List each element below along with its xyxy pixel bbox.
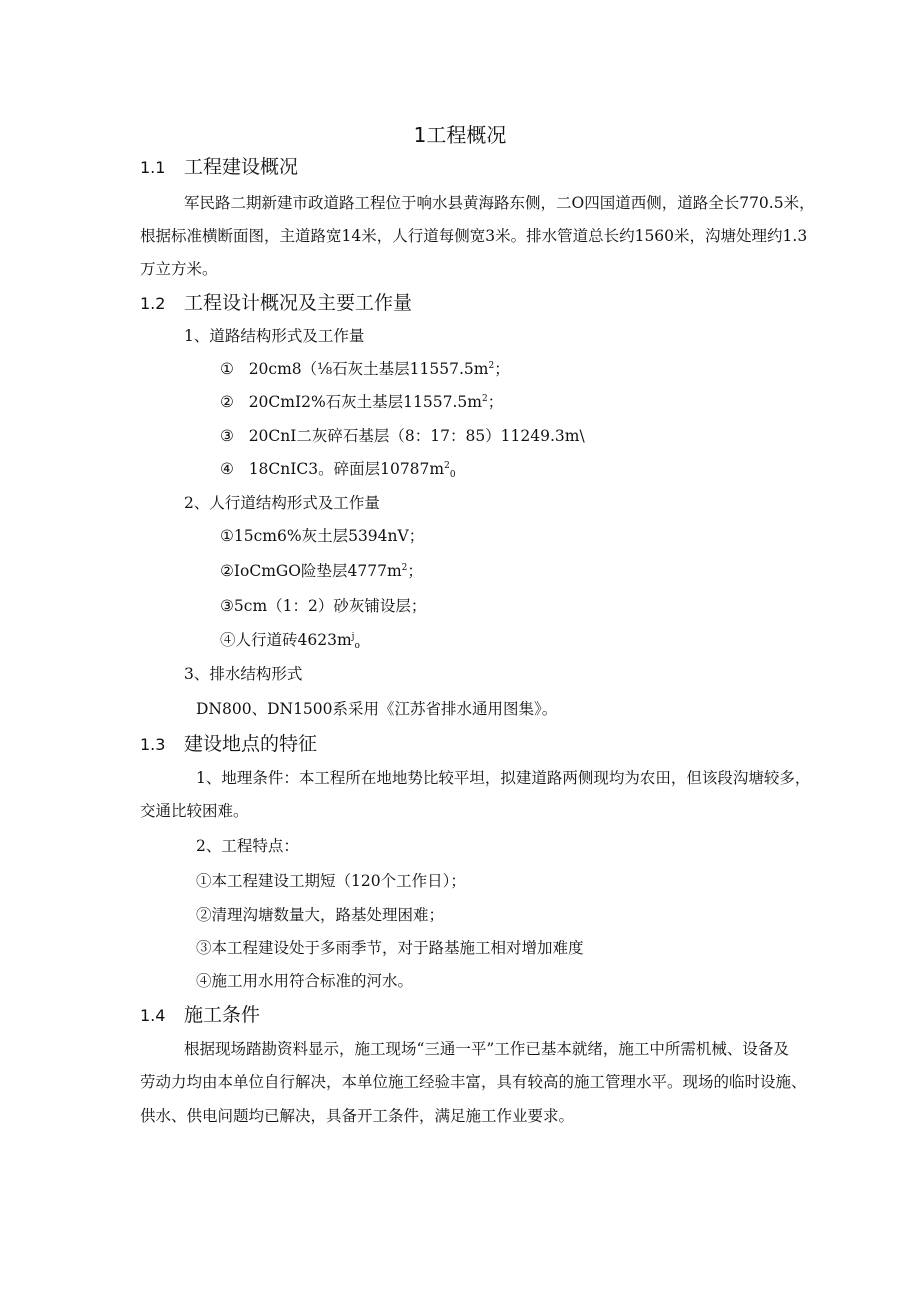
- section-heading-1-2: [140, 288, 412, 315]
- paragraph-line: 万立方米。: [140, 260, 218, 278]
- paragraph-line: 1、地理条件：本工程所在地地势比较平坦，拟建道路两侧现均为农田，但该段沟塘较多，: [196, 769, 811, 787]
- list-item: ③ 20CnI二灰碎石基层（8：17：85）11249.3m\: [220, 427, 585, 445]
- section-number: 1.2: [140, 294, 166, 313]
- paragraph-line: 根据现场踏勘资料显示，施工现场“三通一平”工作已基本就绪，施工中所需机械、设备及: [184, 1040, 789, 1058]
- section-number: 1.4: [140, 1006, 166, 1025]
- list-item: ① 20cm8（⅛石灰土基层$11557.5m^2$；: [220, 360, 510, 378]
- paragraph-line: 劳动力均由本单位自行解决，本单位施工经验丰富，具有较高的施工管理水平。现场的临时设施、: [140, 1073, 807, 1091]
- feature-item: ④施工用水用符合标准的河水。: [196, 972, 414, 990]
- list-marker: ②: [220, 393, 234, 411]
- section-heading-1-1: [140, 152, 298, 179]
- section-title: 工程设计概况及主要工作量: [184, 292, 413, 314]
- section-heading-1-4: [140, 1000, 260, 1027]
- list-item: ④人行道砖$4623m^j_o$: [220, 631, 360, 651]
- drainage-text: DN800、DN1500系采用《江苏省排水通用图集》。: [196, 700, 558, 718]
- paragraph-line: 交通比较困难。: [140, 802, 249, 820]
- list-group-title: 2、人行道结构形式及工作量: [184, 494, 380, 512]
- section-number: 1.3: [140, 735, 166, 754]
- feature-item: ①本工程建设工期短（120个工作日）；: [196, 872, 466, 890]
- document-title: 1工程概况: [413, 123, 507, 147]
- list-group-title: 3、排水结构形式: [184, 665, 303, 683]
- list-marker: ①: [220, 360, 234, 378]
- list-item: ③5cm（1：2）砂灰铺设层；: [220, 597, 427, 615]
- list-group-title: 2、工程特点：: [196, 837, 299, 855]
- section-heading-1-3: [140, 729, 317, 756]
- list-marker: ③: [220, 427, 234, 445]
- section-title: 施工条件: [184, 1004, 261, 1026]
- list-group-title: 1、道路结构形式及工作量: [184, 327, 365, 345]
- feature-item: ②清理沟塘数量大，路基处理困难；: [196, 906, 445, 924]
- section-title: 工程建设概况: [184, 156, 299, 178]
- feature-item: ③本工程建设处于多雨季节，对于路基施工相对增加难度: [196, 939, 584, 957]
- list-item: ①15cm6%灰土层5394nV；: [220, 527, 425, 545]
- list-item: ④ 18CnIC3。碎面层$10787m^2_0$: [220, 460, 456, 480]
- paragraph-line: 供水、供电问题均已解决，具备开工条件，满足施工作业要求。: [140, 1107, 575, 1125]
- paragraph-line: 军民路二期新建市政道路工程位于响水县黄海路东侧，二O四国道西侧，道路全长770.5米，: [184, 194, 815, 212]
- section-title: 建设地点的特征: [184, 733, 318, 755]
- list-item: ② 20CmI2%石灰土基层$11557.5m^2$；: [220, 393, 504, 411]
- paragraph-line: 根据标准横断面图，主道路宽14米，人行道每侧宽3米。排水管道总长约1560米，沟塘处理约1.3: [140, 227, 808, 245]
- list-item: ②IoCmGO险垫层$4777m^2$；: [220, 562, 423, 580]
- list-marker: ④: [220, 460, 234, 478]
- section-number: 1.1: [140, 158, 166, 177]
